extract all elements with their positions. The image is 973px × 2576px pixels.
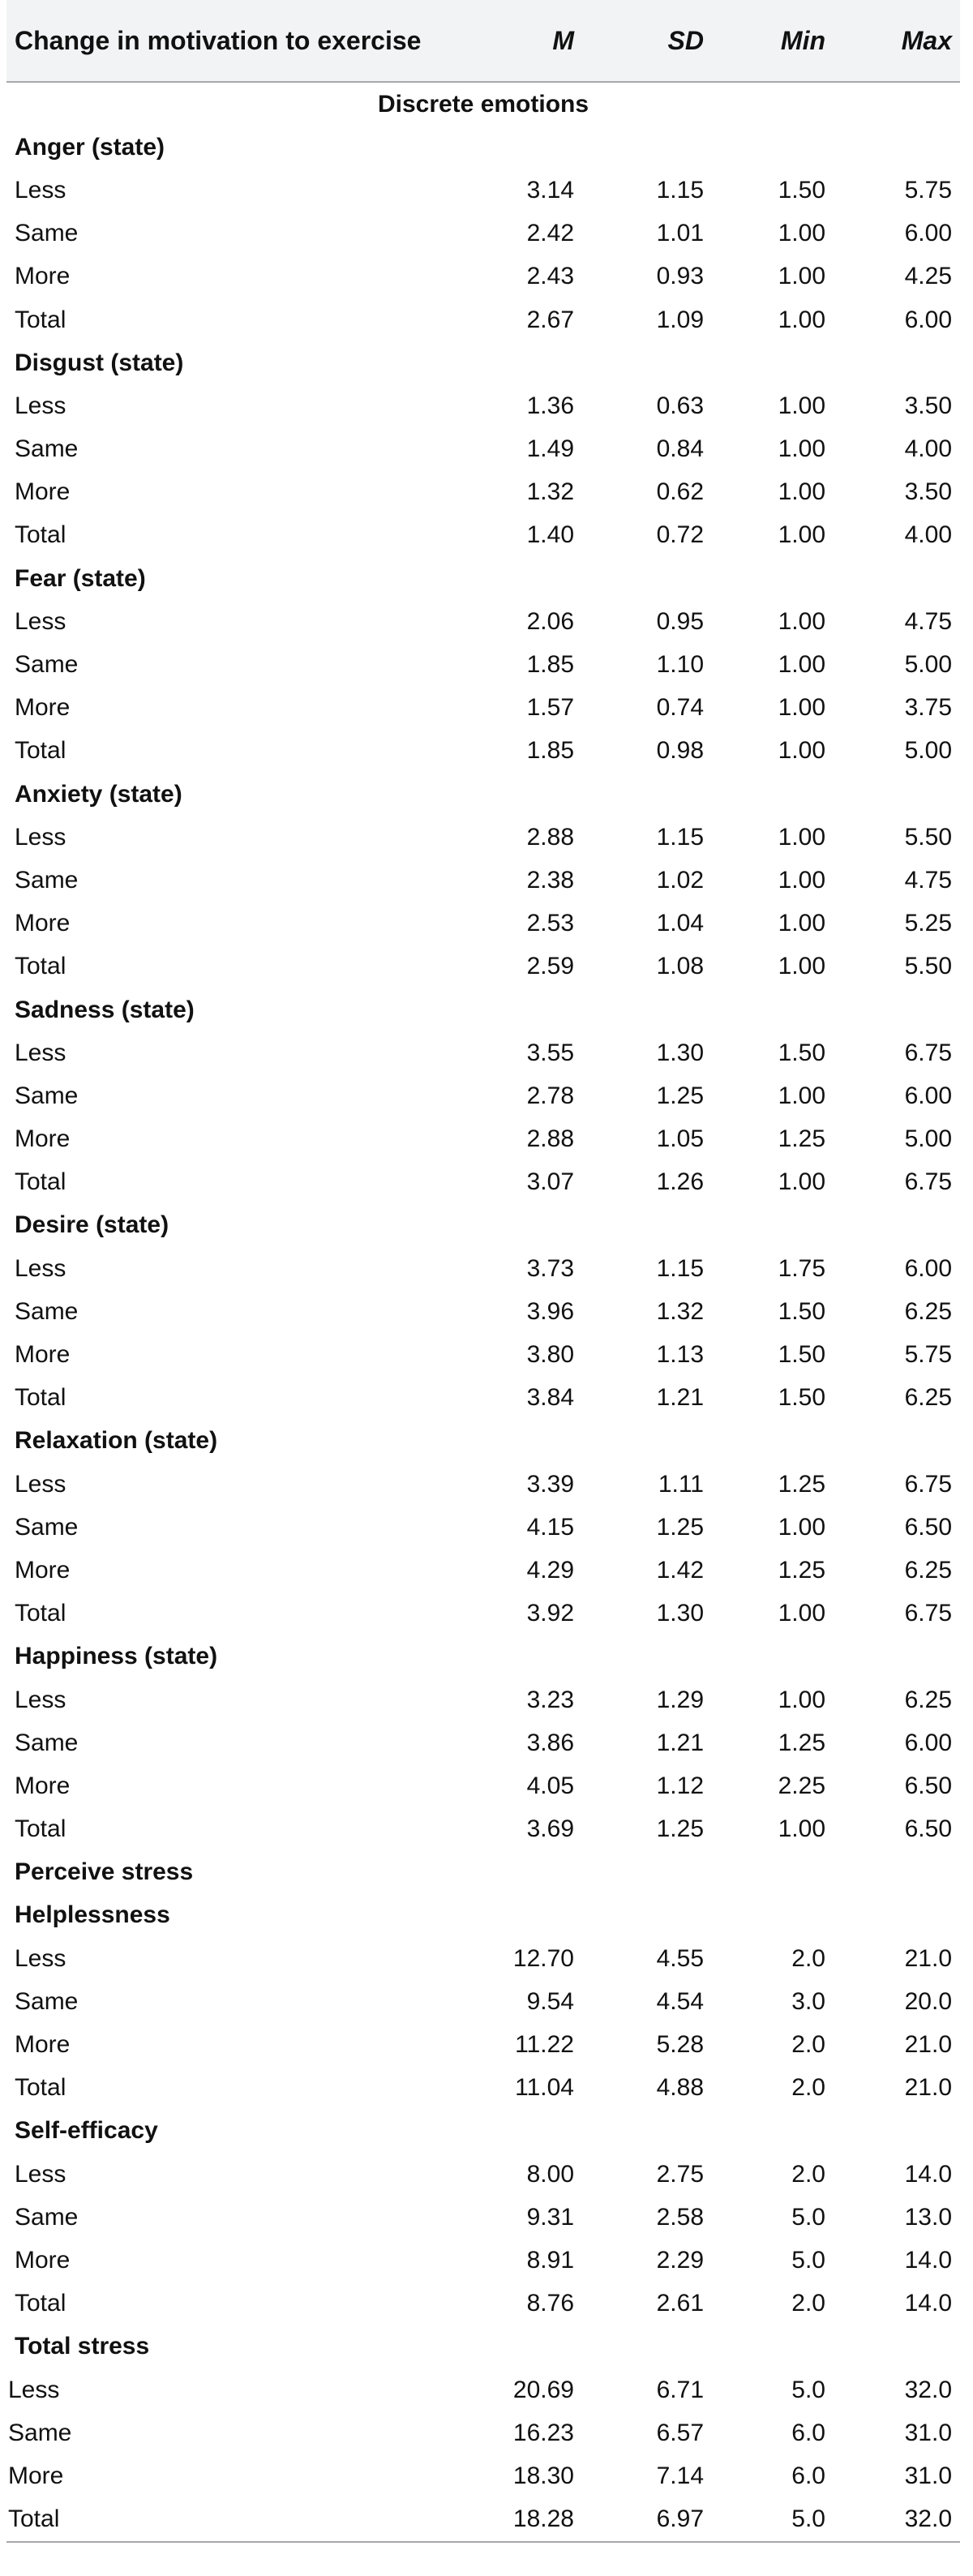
- cell-min: 1.25: [778, 1729, 825, 1756]
- row-label: Total: [15, 306, 66, 333]
- row-label: More: [15, 478, 71, 506]
- group-header-row: [6, 988, 960, 1031]
- cell-sd: 6.57: [656, 2419, 704, 2446]
- table-row: [6, 902, 960, 945]
- row-label: More: [15, 694, 71, 722]
- cell-mean: 4.29: [526, 1556, 574, 1584]
- cell-max: 4.00: [904, 521, 952, 549]
- cell-sd: 1.26: [656, 1168, 704, 1196]
- group-title: Disgust (state): [15, 349, 184, 376]
- cell-sd: 4.54: [656, 1987, 704, 2015]
- table-row: [6, 1980, 960, 2023]
- cell-max: 6.25: [904, 1556, 952, 1584]
- group-title: Self-efficacy: [15, 2117, 158, 2145]
- row-label: More: [8, 2462, 64, 2489]
- cell-mean: 2.53: [526, 910, 574, 937]
- table-row: [6, 471, 960, 514]
- cell-mean: 1.85: [526, 737, 574, 765]
- table-row: [6, 2196, 960, 2239]
- cell-mean: 11.04: [515, 2074, 574, 2102]
- cell-mean: 2.43: [526, 263, 574, 290]
- cell-max: 6.25: [904, 1297, 952, 1325]
- cell-max: 21.0: [904, 2074, 952, 2102]
- cell-min: 1.00: [778, 521, 825, 549]
- cell-mean: 1.32: [526, 478, 574, 506]
- cell-sd: 1.25: [656, 1082, 704, 1109]
- table-row: [6, 1549, 960, 1592]
- header-min: Min: [712, 0, 834, 82]
- table-row: [6, 1937, 960, 1980]
- cell-min: 1.25: [778, 1556, 825, 1584]
- cell-max: 3.50: [904, 392, 952, 419]
- table-row: [6, 428, 960, 471]
- cell-max: 6.75: [904, 1470, 952, 1498]
- row-label: Same: [15, 1513, 79, 1541]
- cell-sd: 2.29: [656, 2246, 704, 2274]
- row-label: More: [15, 1125, 71, 1153]
- cell-min: 1.00: [778, 263, 825, 290]
- header-row: [6, 0, 960, 82]
- group-header-row: [6, 1204, 960, 1247]
- cell-mean: 8.91: [526, 2246, 574, 2274]
- row-label: Less: [15, 1039, 66, 1066]
- table-row: [6, 2498, 960, 2542]
- cell-min: 1.00: [778, 866, 825, 894]
- cell-sd: 6.71: [656, 2376, 704, 2403]
- group-header-row: [6, 2325, 960, 2368]
- group-title: Anxiety (state): [15, 780, 182, 808]
- group-title: Desire (state): [15, 1211, 169, 1239]
- cell-sd: 1.25: [656, 1815, 704, 1843]
- row-label: Less: [15, 823, 66, 851]
- cell-max: 6.75: [904, 1600, 952, 1627]
- cell-mean: 1.57: [526, 694, 574, 722]
- row-label: Same: [15, 1297, 79, 1325]
- cell-min: 1.00: [778, 220, 825, 247]
- cell-min: 1.00: [778, 1168, 825, 1196]
- cell-sd: 1.11: [658, 1470, 704, 1498]
- cell-max: 6.00: [904, 1729, 952, 1756]
- cell-max: 14.0: [904, 2160, 952, 2188]
- header-change-in-motivation: Change in motivation to exercise: [6, 0, 444, 82]
- cell-mean: 3.69: [526, 1815, 574, 1843]
- table-row: [6, 1031, 960, 1074]
- cell-max: 31.0: [904, 2419, 952, 2446]
- cell-max: 6.50: [904, 1772, 952, 1799]
- cell-max: 5.50: [904, 953, 952, 980]
- cell-mean: 2.59: [526, 953, 574, 980]
- cell-mean: 20.69: [512, 2376, 574, 2403]
- row-label: Same: [15, 2203, 79, 2231]
- table-row: [6, 2067, 960, 2110]
- cell-max: 21.0: [904, 1944, 952, 1972]
- cell-min: 1.25: [778, 1470, 825, 1498]
- row-label: Total: [6, 2498, 444, 2542]
- cell-min: 2.0: [791, 1944, 825, 1972]
- cell-mean: 3.80: [526, 1341, 574, 1369]
- table-row: [6, 1118, 960, 1161]
- row-label: Total: [15, 2074, 66, 2102]
- cell-mean: 2.67: [526, 306, 574, 333]
- cell-min: 5.0: [791, 2203, 825, 2231]
- group-header-row: [6, 1894, 960, 1937]
- table-row: [6, 1506, 960, 1549]
- table-row: [6, 212, 960, 255]
- cell-mean: 16.23: [512, 2419, 574, 2446]
- cell-mean: 1.36: [526, 392, 574, 419]
- cell-max: 5.75: [904, 176, 952, 204]
- cell-min: 5.0: [791, 2376, 825, 2403]
- group-title: Helplessness: [15, 1901, 170, 1929]
- cell-min: 1.00: [778, 1686, 825, 1713]
- row-label: Same: [15, 1082, 79, 1109]
- cell-mean: 2.88: [526, 1125, 574, 1153]
- cell-sd: 1.21: [656, 1729, 704, 1756]
- section-title: Discrete emotions: [377, 90, 589, 118]
- descriptives-table: [6, 0, 960, 2543]
- table-row: [6, 1463, 960, 1506]
- row-label: Same: [15, 1729, 79, 1756]
- row-label: Total: [15, 1815, 66, 1843]
- cell-sd: 7.14: [656, 2462, 704, 2489]
- cell-min: 1.50: [778, 176, 825, 204]
- cell-sd: 1.30: [656, 1600, 704, 1627]
- cell-mean: 4.15: [526, 1513, 574, 1541]
- cell-max: 4.75: [904, 866, 952, 894]
- cell-max: 3.75: [904, 694, 952, 722]
- table-body: [6, 82, 960, 2542]
- cell-mean: 3.86: [526, 1729, 574, 1756]
- row-label: Less: [15, 176, 66, 204]
- cell-max: 5.50: [904, 823, 952, 851]
- row-label: Less: [15, 392, 66, 419]
- table-row: [6, 1377, 960, 1420]
- cell-mean: 3.07: [526, 1168, 574, 1196]
- table-row: [6, 1161, 960, 1204]
- table-row: [6, 1678, 960, 1721]
- cell-sd: 4.55: [656, 1944, 704, 1972]
- cell-max: 32.0: [834, 2498, 960, 2542]
- cell-min: 2.0: [791, 2074, 825, 2102]
- cell-sd: 0.84: [656, 435, 704, 463]
- cell-sd: 1.15: [656, 823, 704, 851]
- cell-min: 1.50: [778, 1297, 825, 1325]
- cell-mean: 2.88: [526, 823, 574, 851]
- cell-sd: 0.93: [656, 263, 704, 290]
- cell-min: 1.00: [778, 823, 825, 851]
- cell-max: 14.0: [904, 2246, 952, 2274]
- table-row: [6, 1074, 960, 1117]
- cell-sd: 1.29: [656, 1686, 704, 1713]
- cell-max: 3.50: [904, 478, 952, 506]
- table-row: [6, 255, 960, 298]
- cell-max: 21.0: [904, 2031, 952, 2059]
- cell-sd: 0.62: [656, 478, 704, 506]
- row-label: Total: [15, 521, 66, 549]
- cell-mean: 18.28: [444, 2498, 582, 2542]
- table-row: [6, 600, 960, 643]
- table-row: [6, 169, 960, 212]
- cell-mean: 11.22: [515, 2031, 574, 2059]
- cell-max: 6.75: [904, 1039, 952, 1066]
- cell-sd: 1.02: [656, 866, 704, 894]
- table-row: [6, 816, 960, 859]
- cell-min: 1.00: [778, 478, 825, 506]
- cell-min: 6.0: [791, 2419, 825, 2446]
- table-row: [6, 298, 960, 341]
- row-label: More: [15, 2246, 71, 2274]
- table-row: [6, 2454, 960, 2497]
- cell-mean: 3.96: [526, 1297, 574, 1325]
- row-label: Total: [15, 1168, 66, 1196]
- cell-mean: 3.73: [526, 1254, 574, 1282]
- cell-max: 6.25: [904, 1686, 952, 1713]
- cell-max: 4.00: [904, 435, 952, 463]
- row-label: Less: [15, 2160, 66, 2188]
- cell-min: 1.00: [778, 651, 825, 679]
- cell-min: 2.0: [791, 2290, 825, 2317]
- row-label: Less: [15, 1944, 66, 1972]
- cell-max: 32.0: [904, 2376, 952, 2403]
- cell-min: 3.0: [791, 1987, 825, 2015]
- header-max: Max: [834, 0, 960, 82]
- row-label: Less: [15, 1254, 66, 1282]
- cell-max: 6.00: [904, 1254, 952, 1282]
- table-row: [6, 1808, 960, 1851]
- row-label: Same: [8, 2419, 72, 2446]
- cell-max: 5.25: [904, 910, 952, 937]
- table-row: [6, 384, 960, 427]
- row-label: Total: [15, 1384, 66, 1412]
- row-label: More: [15, 910, 71, 937]
- table-row: [6, 1333, 960, 1376]
- cell-min: 5.0: [712, 2498, 834, 2542]
- table-row: [6, 1764, 960, 1807]
- cell-min: 1.50: [778, 1039, 825, 1066]
- group-header-row: [6, 557, 960, 600]
- cell-max: 5.00: [904, 737, 952, 765]
- cell-sd: 1.15: [656, 176, 704, 204]
- cell-min: 5.0: [791, 2246, 825, 2274]
- cell-mean: 2.38: [526, 866, 574, 894]
- group-title: Fear (state): [15, 564, 146, 592]
- cell-max: 6.50: [904, 1513, 952, 1541]
- cell-sd: 1.21: [656, 1384, 704, 1412]
- cell-mean: 3.84: [526, 1384, 574, 1412]
- table-row: [6, 1290, 960, 1333]
- cell-min: 1.00: [778, 737, 825, 765]
- cell-min: 2.0: [791, 2160, 825, 2188]
- cell-max: 20.0: [904, 1987, 952, 2015]
- cell-max: 14.0: [904, 2290, 952, 2317]
- cell-min: 1.00: [778, 306, 825, 333]
- cell-max: 5.00: [904, 1125, 952, 1153]
- group-header-row: [6, 341, 960, 384]
- cell-mean: 2.06: [526, 607, 574, 635]
- table-row: [6, 2239, 960, 2282]
- cell-mean: 3.39: [526, 1470, 574, 1498]
- cell-mean: 3.14: [526, 176, 574, 204]
- cell-min: 1.25: [778, 1125, 825, 1153]
- cell-mean: 8.00: [526, 2160, 574, 2188]
- cell-min: 1.00: [778, 1513, 825, 1541]
- cell-mean: 2.78: [526, 1082, 574, 1109]
- group-header-row: [6, 126, 960, 169]
- cell-min: 1.00: [778, 953, 825, 980]
- cell-sd: 1.04: [656, 910, 704, 937]
- row-label: Same: [15, 651, 79, 679]
- cell-min: 1.50: [778, 1341, 825, 1369]
- table-row: [6, 687, 960, 730]
- cell-sd: 1.09: [656, 306, 704, 333]
- cell-sd: 0.63: [656, 392, 704, 419]
- row-label: Less: [15, 1686, 66, 1713]
- cell-sd: 2.58: [656, 2203, 704, 2231]
- cell-mean: 3.55: [526, 1039, 574, 1066]
- cell-sd: 5.28: [656, 2031, 704, 2059]
- cell-max: 13.0: [904, 2203, 952, 2231]
- cell-sd: 2.75: [656, 2160, 704, 2188]
- row-label: Same: [15, 1987, 79, 2015]
- cell-min: 1.00: [778, 694, 825, 722]
- cell-sd: 1.13: [656, 1341, 704, 1369]
- row-label: Same: [15, 866, 79, 894]
- row-label: Total: [15, 1600, 66, 1627]
- row-label: Less: [15, 1470, 66, 1498]
- table-row: [6, 643, 960, 686]
- row-label: More: [15, 1772, 71, 1799]
- cell-max: 6.75: [904, 1168, 952, 1196]
- table-row: [6, 730, 960, 773]
- cell-max: 5.00: [904, 651, 952, 679]
- cell-min: 1.00: [778, 392, 825, 419]
- table-row: [6, 859, 960, 902]
- table-row: [6, 1592, 960, 1635]
- group-header-row: [6, 773, 960, 816]
- group-header-row: [6, 1635, 960, 1678]
- cell-max: 6.00: [904, 1082, 952, 1109]
- cell-sd: 1.05: [656, 1125, 704, 1153]
- table-row: [6, 1721, 960, 1764]
- table-row: [6, 945, 960, 988]
- row-label: More: [15, 263, 71, 290]
- header-sd: SD: [582, 0, 712, 82]
- cell-min: 1.00: [778, 607, 825, 635]
- cell-min: 1.00: [778, 1600, 825, 1627]
- cell-min: 1.00: [778, 910, 825, 937]
- cell-min: 6.0: [791, 2462, 825, 2489]
- cell-min: 2.25: [778, 1772, 825, 1799]
- table-row: [6, 1247, 960, 1290]
- group-header-row: [6, 2110, 960, 2153]
- cell-max: 4.25: [904, 263, 952, 290]
- group-title: Sadness (state): [15, 996, 195, 1023]
- row-label: More: [15, 1341, 71, 1369]
- row-label: Less: [15, 607, 66, 635]
- row-label: Less: [8, 2376, 60, 2403]
- cell-min: 1.00: [778, 1815, 825, 1843]
- cell-max: 5.75: [904, 1341, 952, 1369]
- cell-sd: 1.08: [656, 953, 704, 980]
- cell-sd: 0.98: [656, 737, 704, 765]
- cell-max: 6.00: [904, 306, 952, 333]
- cell-sd: 1.01: [656, 220, 704, 247]
- cell-max: 6.00: [904, 220, 952, 247]
- cell-sd: 1.32: [656, 1297, 704, 1325]
- table-row: [6, 2153, 960, 2196]
- group-header-row: [6, 1420, 960, 1463]
- cell-sd: 4.88: [656, 2074, 704, 2102]
- cell-mean: 18.30: [512, 2462, 574, 2489]
- cell-min: 1.00: [778, 435, 825, 463]
- cell-mean: 3.92: [526, 1600, 574, 1627]
- group-title: Relaxation (state): [15, 1427, 218, 1455]
- cell-mean: 2.42: [526, 220, 574, 247]
- cell-sd: 1.15: [656, 1254, 704, 1282]
- cell-mean: 8.76: [526, 2290, 574, 2317]
- cell-max: 6.25: [904, 1384, 952, 1412]
- cell-sd: 2.61: [656, 2290, 704, 2317]
- row-label: Same: [15, 435, 79, 463]
- cell-max: 4.75: [904, 607, 952, 635]
- row-label: Total: [15, 953, 66, 980]
- group-header-row: [6, 1851, 960, 1894]
- row-label: Same: [15, 220, 79, 247]
- cell-sd: 0.72: [656, 521, 704, 549]
- cell-sd: 1.30: [656, 1039, 704, 1066]
- cell-sd: 1.12: [656, 1772, 704, 1799]
- table-row: [6, 514, 960, 557]
- group-title: Happiness (state): [15, 1643, 218, 1670]
- section-header-row: [6, 82, 960, 126]
- cell-min: 2.0: [791, 2031, 825, 2059]
- cell-mean: 1.85: [526, 651, 574, 679]
- cell-max: 6.50: [904, 1815, 952, 1843]
- cell-sd: 0.95: [656, 607, 704, 635]
- header-mean: M: [444, 0, 582, 82]
- cell-mean: 3.23: [526, 1686, 574, 1713]
- row-label: More: [15, 1556, 71, 1584]
- group-title: Anger (state): [15, 133, 165, 161]
- cell-mean: 1.40: [526, 521, 574, 549]
- table-row: [6, 2368, 960, 2411]
- cell-sd: 1.25: [656, 1513, 704, 1541]
- group-title: Total stress: [15, 2333, 150, 2360]
- cell-mean: 4.05: [526, 1772, 574, 1799]
- table-row: [6, 2282, 960, 2325]
- cell-min: 1.50: [778, 1384, 825, 1412]
- cell-mean: 9.31: [526, 2203, 574, 2231]
- cell-min: 1.00: [778, 1082, 825, 1109]
- row-label: More: [15, 2031, 71, 2059]
- cell-sd: 6.97: [582, 2498, 712, 2542]
- cell-min: 1.75: [778, 1254, 825, 1282]
- cell-sd: 1.42: [656, 1556, 704, 1584]
- cell-mean: 12.70: [512, 1944, 574, 1972]
- group-title: Perceive stress: [15, 1858, 194, 1886]
- cell-sd: 1.10: [656, 651, 704, 679]
- row-label: Total: [15, 2290, 66, 2317]
- cell-max: 31.0: [904, 2462, 952, 2489]
- table-header: [6, 0, 960, 82]
- cell-sd: 0.74: [656, 694, 704, 722]
- cell-mean: 1.49: [526, 435, 574, 463]
- row-label: Total: [15, 737, 66, 765]
- table-row: [6, 2411, 960, 2454]
- cell-mean: 9.54: [526, 1987, 574, 2015]
- table-row: [6, 2023, 960, 2066]
